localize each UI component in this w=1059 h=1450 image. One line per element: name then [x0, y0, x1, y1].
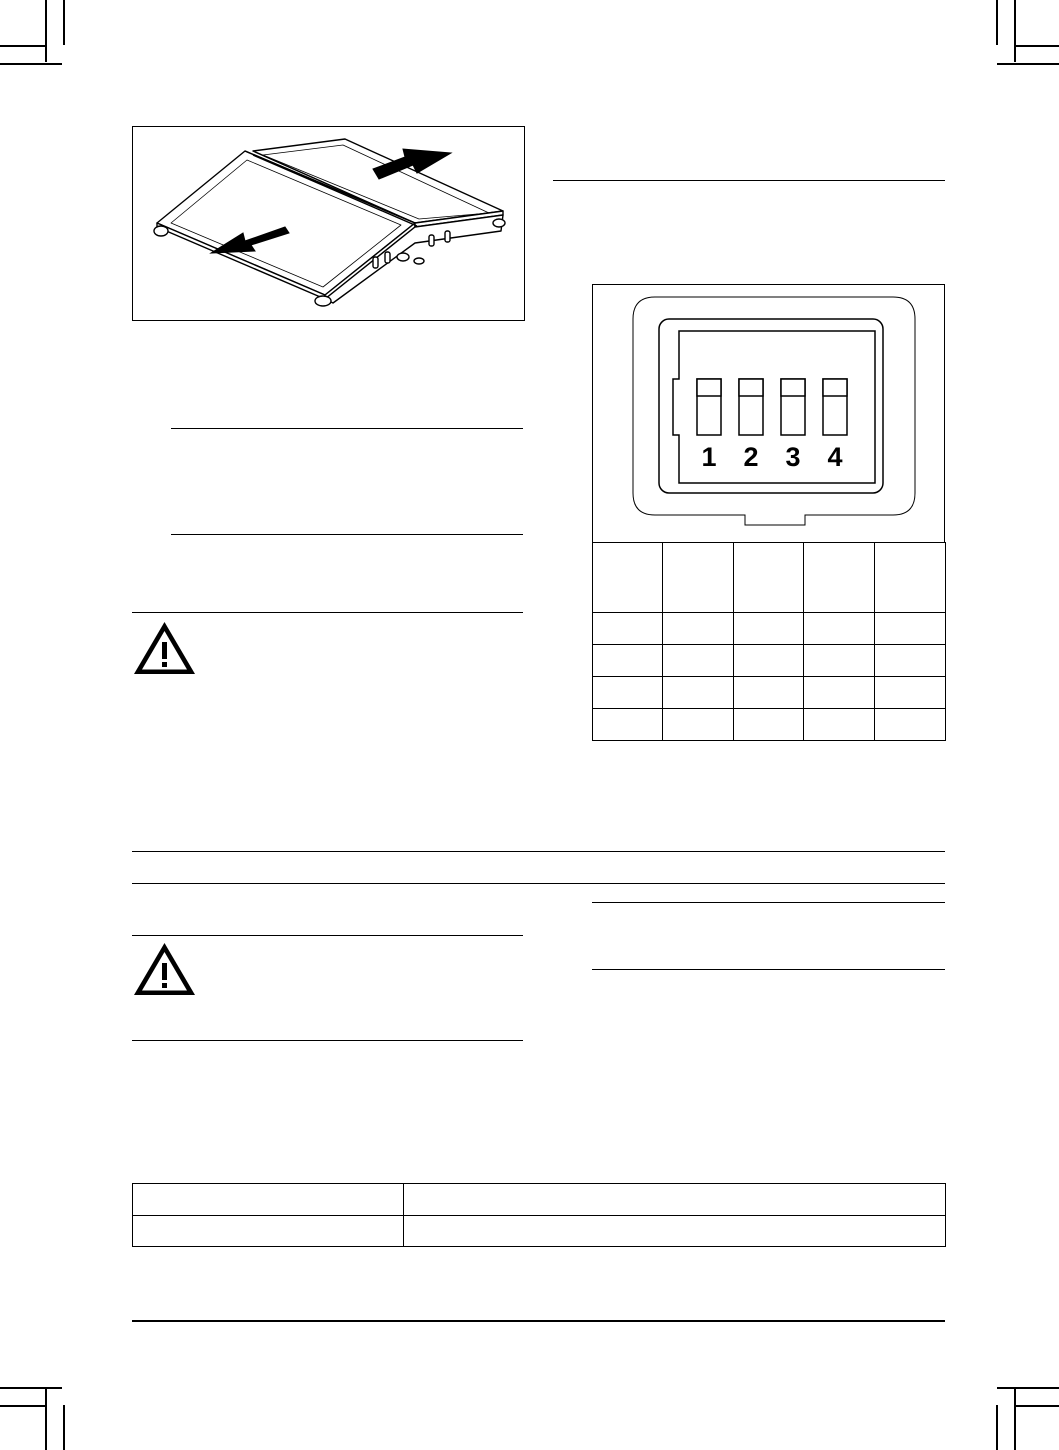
warning-triangle-icon: [132, 620, 197, 676]
table-cell: [734, 613, 804, 645]
bottom-table: [132, 1183, 946, 1247]
table-cell: [663, 709, 734, 741]
switch-label-1: 1: [701, 442, 717, 472]
table-cell: [404, 1184, 946, 1216]
note-rule-right-top: [592, 902, 945, 903]
table-cell: [734, 677, 804, 709]
table-cell: [663, 543, 734, 613]
table-cell: [875, 543, 946, 613]
table-cell: [734, 709, 804, 741]
table-row: [593, 645, 946, 677]
table-cell: [875, 645, 946, 677]
table-cell: [875, 709, 946, 741]
table-row: [593, 677, 946, 709]
warning2-rule-top: [132, 935, 523, 936]
base-station-plates-icon: [133, 127, 523, 319]
table-row: [133, 1184, 946, 1216]
note-rule-bottom: [171, 534, 523, 535]
table-cell: [593, 645, 663, 677]
section-rule-right: [553, 180, 945, 181]
dip-switch-2-icon: [738, 378, 764, 436]
table-cell: [404, 1216, 946, 1247]
table-cell: [804, 613, 875, 645]
dip-switch-1-icon: [696, 378, 722, 436]
dip-switch-block-icon: [593, 285, 943, 541]
warning-block-2: [132, 941, 197, 1002]
switch-label-4: 4: [827, 442, 843, 472]
table-cell: [804, 543, 875, 613]
switch-settings-table: [592, 542, 946, 741]
table-cell: [734, 543, 804, 613]
dip-switch-3-icon: [780, 378, 806, 436]
table-cell: [663, 613, 734, 645]
table-cell: [734, 645, 804, 677]
table-cell: [804, 709, 875, 741]
warning-block-1: [132, 620, 197, 681]
table-cell: [133, 1216, 404, 1247]
section-rule-1: [132, 851, 945, 852]
table-cell: [133, 1184, 404, 1216]
warning-triangle-icon: [132, 941, 197, 997]
table-cell: [593, 709, 663, 741]
section-rule-2: [132, 883, 945, 884]
dip-switch-4-icon: [822, 378, 848, 436]
table-cell: [875, 613, 946, 645]
table-row: [133, 1216, 946, 1247]
table-cell: [593, 677, 663, 709]
table-header-row: [593, 543, 946, 613]
table-cell: [593, 613, 663, 645]
switch-label-2: 2: [743, 442, 759, 472]
base-station-figure: [132, 126, 525, 321]
note-rule-right-bottom: [592, 969, 945, 970]
table-cell: [593, 543, 663, 613]
warning-rule-top: [132, 612, 523, 613]
note-rule-top: [171, 428, 523, 429]
table-cell: [804, 677, 875, 709]
table-cell: [875, 677, 946, 709]
warning2-rule-bottom: [132, 1040, 523, 1041]
footer-rule: [132, 1320, 945, 1322]
table-cell: [663, 645, 734, 677]
switch-label-3: 3: [785, 442, 801, 472]
table-row: [593, 709, 946, 741]
table-row: [593, 613, 946, 645]
table-cell: [804, 645, 875, 677]
table-cell: [663, 677, 734, 709]
dip-switch-figure: [592, 284, 945, 543]
